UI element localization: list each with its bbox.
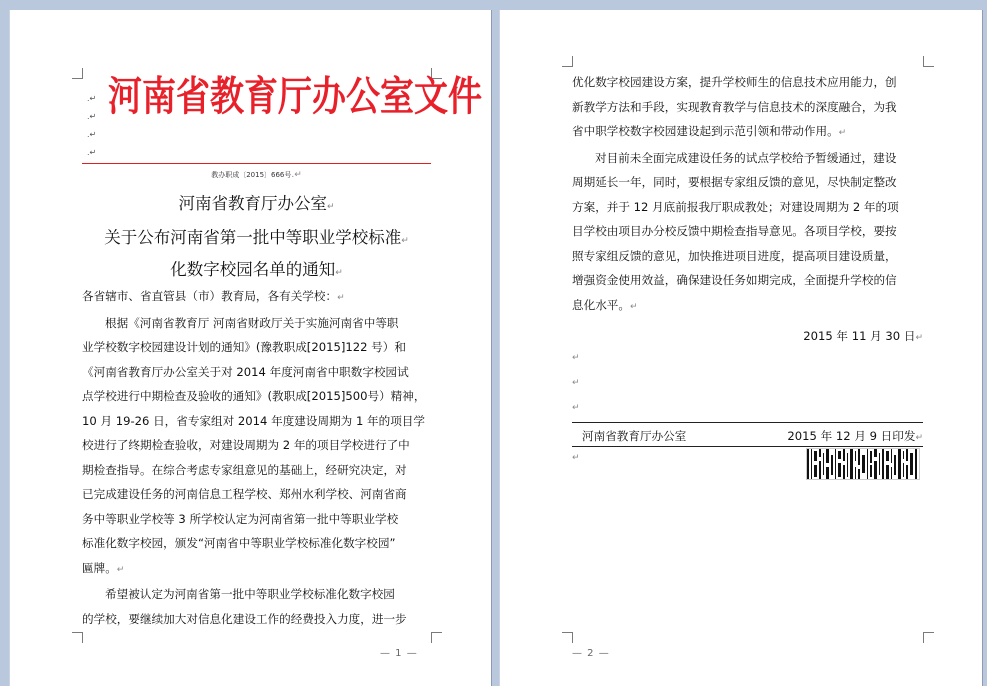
salutation: 各省辖市、省直管县（市）教育局，各有关学校：↵ bbox=[82, 289, 345, 303]
body-line: 增强资金使用效益，确保建设任务如期完成，全面提升学校的信 bbox=[572, 273, 897, 287]
crop-mark-top-left bbox=[562, 56, 573, 67]
page-number: — 1 — bbox=[380, 648, 418, 659]
body-line: 务中等职业学校等 3 所学校认定为河南省第一批中等职业学校 bbox=[82, 511, 399, 526]
notice-date: 2015 年 11 月 30 日↵ bbox=[803, 329, 923, 343]
issue-date: 2015 年 12 月 9 日印发↵ bbox=[787, 429, 923, 443]
body-line: 期检查指导。在综合考虑专家组意见的基础上，经研究决定，对 bbox=[82, 462, 407, 477]
paragraph-mark: .↵ bbox=[87, 94, 97, 103]
body-line: 点学校进行中期检查及验收的通知》(教职成[2015]500号）精神， bbox=[82, 389, 426, 403]
crop-mark-bottom-right bbox=[923, 632, 934, 643]
document-page-1 bbox=[10, 10, 491, 686]
body-line: 新教学方法和手段，实现教育教学与信息技术的深度融合，为我 bbox=[572, 99, 897, 114]
crop-mark-top-left bbox=[72, 68, 83, 79]
body-line: 照专家组反馈的意见，加快推进项目进度，提高项目建设质量， bbox=[572, 248, 897, 263]
document-body bbox=[82, 284, 431, 631]
paragraph-mark: .↵ bbox=[87, 130, 97, 139]
body-line: 息化水平。↵ bbox=[572, 297, 638, 312]
body-line: 对目前未全面完成建设任务的试点学校给予暂缓通过，建设 bbox=[595, 150, 897, 165]
header-red-rule bbox=[82, 163, 431, 164]
body-line: 希望被认定为河南省第一批中等职业学校标准化数字校园 bbox=[105, 587, 395, 601]
body-line: 优化数字校园建设方案，提升学校师生的信息技术应用能力，创 bbox=[572, 75, 897, 89]
notice-title-line: 化数字校园名单的通知↵ bbox=[170, 260, 343, 279]
body-line: 10 月 19-26 日，省专家组对 2014 年度建设周期为 1 年的项目学 bbox=[82, 413, 425, 428]
body-line: 根据《河南省教育厅 河南省财政厅关于实施河南省中等职 bbox=[105, 315, 399, 330]
crop-mark-bottom-left bbox=[72, 632, 83, 643]
issuing-office: 河南省教育厅办公室 bbox=[582, 429, 687, 443]
paragraph-mark: ↵ bbox=[572, 403, 580, 413]
body-line: 《河南省教育厅办公室关于对 2014 年度河南省中职数字校园试 bbox=[82, 364, 409, 379]
page-number: — 2 — bbox=[572, 648, 610, 659]
paragraph-mark: ↵ bbox=[572, 453, 580, 463]
issue-rule-bottom bbox=[572, 446, 923, 447]
document-number: 教办职成〔2015〕666号.↵ bbox=[211, 170, 302, 180]
barcode-image bbox=[806, 448, 920, 480]
body-line: 省中职学校数字校园建设起到示范引领和带动作用。↵ bbox=[572, 124, 847, 138]
body-line: 目学校由项目办分校反馈中期检查指导意见。各项目学校，要按 bbox=[572, 224, 897, 238]
paragraph-mark: .↵ bbox=[87, 112, 97, 121]
document-page-2 bbox=[500, 10, 982, 686]
crop-mark-bottom-left bbox=[562, 632, 573, 643]
body-line: 的学校，要继续加大对信息化建设工作的经费投入力度，进一步 bbox=[82, 611, 407, 626]
crop-mark-bottom-right bbox=[431, 632, 442, 643]
issue-rule-top bbox=[572, 422, 923, 423]
notice-title-line: 关于公布河南省第一批中等职业学校标准↵ bbox=[104, 228, 409, 247]
paragraph-mark: .↵ bbox=[87, 148, 97, 157]
body-line: 周期延长一年，同时，要根据专家组反馈的意见，尽快制定整改 bbox=[572, 175, 897, 189]
body-line: 匾牌。↵ bbox=[82, 560, 125, 575]
document-header-title: 河南省教育厅办公室文件 bbox=[108, 73, 482, 121]
document-body bbox=[572, 70, 923, 319]
body-line: 已完成建设任务的河南信息工程学校、郑州水利学校、河南省商 bbox=[82, 487, 407, 501]
paragraph-mark: ↵ bbox=[572, 353, 580, 363]
body-line: 标准化数字校园，颁发“河南省中等职业学校标准化数字校园” bbox=[82, 536, 396, 550]
paragraph-mark: ↵ bbox=[572, 378, 580, 388]
crop-mark-top-right bbox=[923, 56, 934, 67]
body-line: 方案，并于 12 月底前报我厅职成教处；对建设周期为 2 年的项 bbox=[572, 199, 899, 214]
body-line: 校进行了终期检查验收，对建设周期为 2 年的项目学校进行了中 bbox=[82, 438, 410, 452]
body-line: 业学校数字校园建设计划的通知》(豫教职成[2015]122 号）和 bbox=[82, 340, 406, 354]
notice-title-line: 河南省教育厅办公室↵ bbox=[178, 194, 335, 213]
